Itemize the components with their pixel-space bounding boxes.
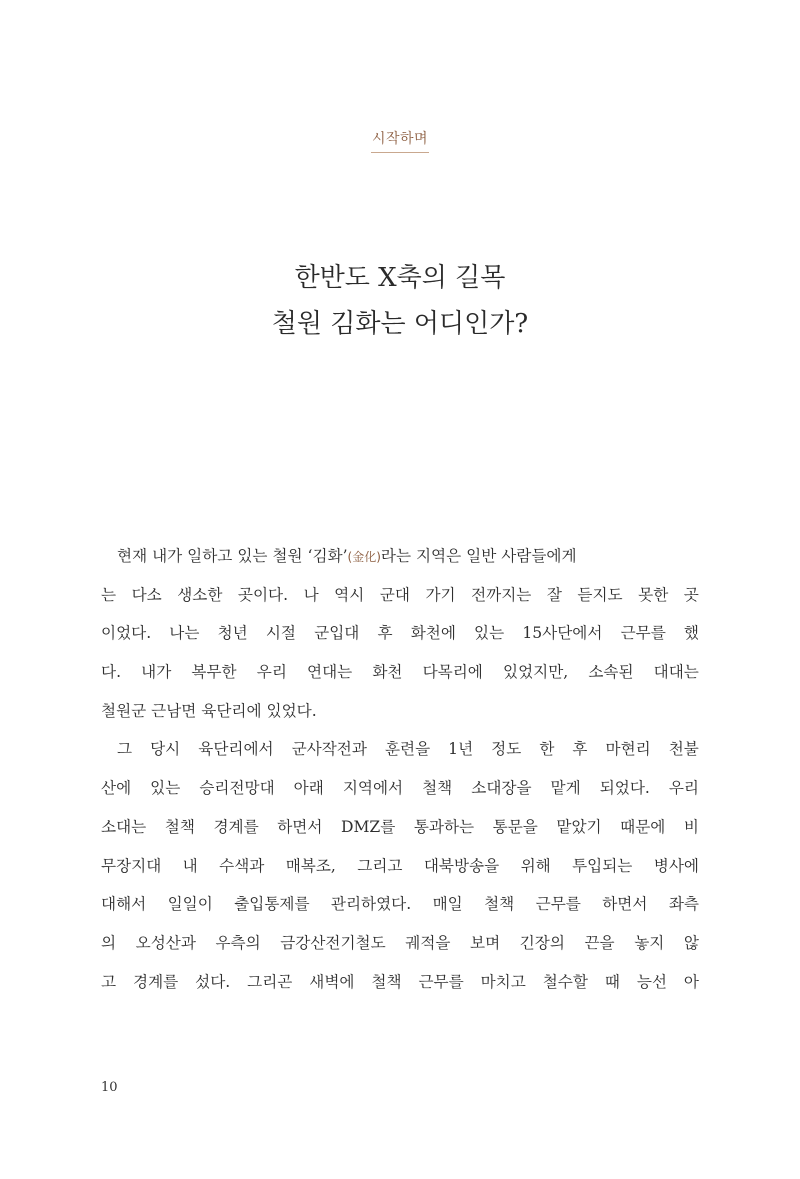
word: 능선 — [636, 972, 667, 991]
word: 군대 — [379, 585, 410, 604]
word: 한 — [539, 740, 555, 759]
paragraph-1-line-2 — [101, 576, 699, 615]
word: 소대는 — [101, 817, 147, 836]
word: 보며 — [470, 933, 501, 952]
hanja-annotation: (金化) — [347, 550, 381, 564]
word: 대북방송을 — [423, 856, 500, 875]
paragraph-2-line-3 — [101, 808, 699, 847]
paragraph-1-line-5: 철원군 근남면 육단리에 있었다. — [101, 701, 317, 720]
word: 통과하는 — [413, 817, 475, 836]
text-run — [117, 537, 577, 576]
paragraph-2-line-4 — [101, 847, 699, 886]
paragraph-2-line-7 — [101, 963, 699, 1002]
word: 15사단에서 — [522, 624, 603, 643]
word: 산에 — [101, 779, 132, 798]
word: 새벽에 — [309, 972, 355, 991]
word: 그리고 — [357, 856, 403, 875]
word: 맡았기 — [556, 817, 602, 836]
word: 통문을 — [492, 817, 538, 836]
word: 있는 — [474, 624, 505, 643]
word: 생소한 — [177, 585, 223, 604]
word: 병사에 — [653, 856, 699, 875]
paragraph-2-line-6 — [101, 924, 699, 963]
word: 화천에 — [410, 624, 456, 643]
word: 비 — [683, 817, 699, 836]
chapter-title-line-1: 한반도 X축의 길목 — [294, 263, 506, 293]
word: 경계를 — [133, 972, 179, 991]
word: 근무를 — [535, 895, 581, 914]
word: 곳 — [683, 585, 699, 604]
word: 수색과 — [219, 856, 265, 875]
word: 천불 — [668, 740, 699, 759]
word: 소대장을 — [471, 779, 532, 798]
word: 나 — [303, 585, 319, 604]
word: 하면서 — [602, 895, 648, 914]
word: 놓지 — [634, 933, 665, 952]
chapter-title — [0, 255, 800, 347]
word: 긴장의 — [519, 933, 565, 952]
word: 정도 — [491, 740, 522, 759]
word: 철책 — [164, 817, 195, 836]
word: 듣지도 — [577, 585, 623, 604]
word: 복무한 — [191, 663, 237, 682]
word: 가기 — [425, 585, 456, 604]
paragraph-1-line-4 — [101, 653, 699, 692]
word: 하면서 — [277, 817, 323, 836]
word: 않 — [683, 933, 699, 952]
word: 우리 — [668, 779, 699, 798]
word: 출입통제를 — [234, 895, 310, 914]
word: 끈을 — [584, 933, 615, 952]
word: 금강산전기철도 — [280, 933, 386, 952]
word: 근무를 — [620, 624, 666, 643]
word: 궤적을 — [405, 933, 451, 952]
word: 잘 — [546, 585, 562, 604]
word: 있는 — [150, 779, 181, 798]
text-run-pre: 현재 내가 일하고 있는 철원 ‘김화’ — [117, 547, 348, 565]
word: 철책 — [484, 895, 515, 914]
word: 우리 — [256, 663, 287, 682]
word: 이었다. — [101, 624, 152, 643]
word: 좌측 — [668, 895, 699, 914]
word: 섰다. — [195, 972, 231, 991]
word: 투입되는 — [572, 856, 633, 875]
word: 소속된 — [588, 663, 634, 682]
paragraph-1-line-3 — [101, 614, 699, 653]
word: 지역에서 — [342, 779, 404, 798]
word: 청년 — [217, 624, 248, 643]
word: 때문에 — [620, 817, 666, 836]
page-number: 10 — [101, 1080, 118, 1095]
word: 했 — [683, 624, 699, 643]
paragraph-2-line-5 — [101, 885, 699, 924]
body-text — [101, 537, 699, 1001]
word: 시절 — [265, 624, 296, 643]
word: 마치고 — [480, 972, 526, 991]
word: 곳이다. — [237, 585, 289, 604]
word: 후 — [572, 740, 588, 759]
section-label-text: 시작하며 — [371, 128, 429, 153]
word: 역시 — [334, 585, 365, 604]
word: 근무를 — [418, 972, 464, 991]
word: DMZ를 — [340, 817, 396, 836]
word: 후 — [377, 624, 393, 643]
word: 대해서 — [101, 895, 147, 914]
word: 경계를 — [213, 817, 259, 836]
paragraph-2-line-2 — [101, 769, 699, 808]
word: 무장지대 — [101, 856, 162, 875]
word: 육단리에서 — [198, 740, 274, 759]
word: 때 — [604, 972, 620, 991]
word: 일일이 — [167, 895, 213, 914]
word: 마현리 — [605, 740, 651, 759]
text-run-post: 라는 지역은 일반 사람들에게 — [380, 547, 577, 565]
word: 1년 — [448, 740, 474, 759]
word: 맡게 — [550, 779, 581, 798]
word: 되었다. — [599, 779, 650, 798]
word: 전까지는 — [471, 585, 532, 604]
word: 화천 — [372, 663, 403, 682]
word: 철책 — [422, 779, 453, 798]
word: 위해 — [520, 856, 551, 875]
word: 있었지만, — [503, 663, 569, 682]
chapter-title-line-2: 철원 김화는 어디인가? — [271, 309, 529, 339]
word: 훈련을 — [384, 740, 431, 759]
word: 승리전망대 — [199, 779, 275, 798]
word: 우측의 — [215, 933, 261, 952]
word: 오성산과 — [135, 933, 196, 952]
word: 그리곤 — [247, 972, 293, 991]
word: 군사작전과 — [291, 740, 367, 759]
word: 군입대 — [314, 624, 360, 643]
word: 대대는 — [653, 663, 699, 682]
word: 다. — [101, 663, 122, 682]
word: 다목리에 — [422, 663, 483, 682]
section-label — [0, 128, 800, 153]
paragraph-2-line-1 — [101, 730, 699, 769]
word: 철수할 — [542, 972, 588, 991]
word: 아래 — [293, 779, 324, 798]
word: 당시 — [150, 740, 181, 759]
word: 나는 — [169, 624, 200, 643]
word: 철책 — [371, 972, 402, 991]
word: 그 — [117, 740, 133, 759]
word: 내 — [182, 856, 198, 875]
paragraph-1-line-1 — [101, 537, 699, 576]
word: 못한 — [638, 585, 669, 604]
word: 다소 — [131, 585, 162, 604]
word: 고 — [101, 972, 117, 991]
word: 매일 — [432, 895, 463, 914]
word: 의 — [101, 933, 117, 952]
word: 매복조, — [285, 856, 336, 875]
word: 는 — [101, 585, 117, 604]
word: 내가 — [141, 663, 172, 682]
word: 관리하였다. — [330, 895, 412, 914]
word: 아 — [683, 972, 699, 991]
word: 연대는 — [307, 663, 353, 682]
